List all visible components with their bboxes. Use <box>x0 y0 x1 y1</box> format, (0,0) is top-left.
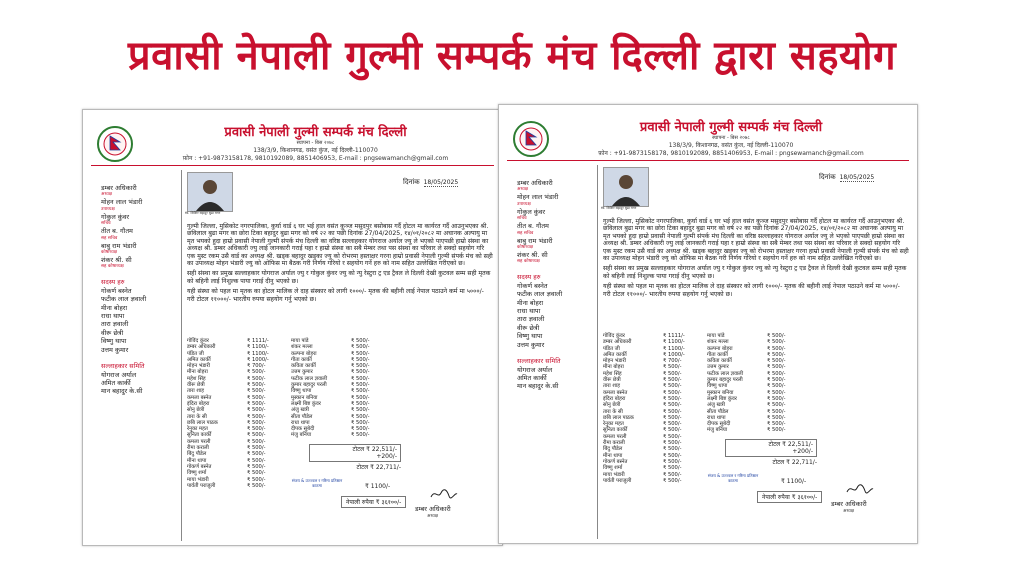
donor-column-2 <box>291 338 395 439</box>
donor-name: महेश सिंह <box>603 370 622 377</box>
member-role: उपाध्यक्ष <box>517 201 531 207</box>
section-member: मीना बोहरा <box>517 298 544 307</box>
donor-amount: ₹ 500/- <box>767 414 786 421</box>
donor-amount: ₹ 500/- <box>663 370 682 377</box>
donor-name: विष्णु शर्मा <box>187 470 207 477</box>
donor-name: सुनिता कार्की <box>187 432 212 439</box>
section-member: उत्तम कुमार <box>517 340 545 349</box>
donor-name: वीरू छेत्री <box>187 382 205 389</box>
org-logo-icon <box>97 126 133 162</box>
donor-amount: ₹ 500/- <box>351 363 370 370</box>
donor-name: इंदिरा बोहरा <box>603 395 626 402</box>
addition: +200/- <box>792 448 813 455</box>
advisors-label: सल्लाहकार समिति <box>517 357 561 366</box>
donor-name: गोविंद कुंवर <box>603 333 625 339</box>
members-section-label: सदस्य हरु <box>101 278 125 287</box>
signature-mark <box>429 488 459 500</box>
donor-amount: ₹ 500/- <box>663 402 682 409</box>
advisor-name: योगराज अर्याल <box>517 365 553 374</box>
donor-name: गोकर्ण बस्नेत <box>187 463 212 470</box>
org-logo-icon <box>513 121 549 157</box>
donor-name: विष्णु शर्मा <box>603 465 623 472</box>
donor-name: माया पांडे <box>707 333 725 339</box>
header-rule <box>91 165 494 166</box>
address-line: 138/3/9, किशानगढ, वसंत कुंज, नई दिल्ली-110070 <box>668 142 794 149</box>
donor-amount: ₹ 500/- <box>767 395 786 402</box>
misc-donor-amount: ₹ 1100/- <box>781 478 807 485</box>
donor-name: रेनुका महत <box>603 421 624 428</box>
donor-name: मीना थापा <box>187 457 207 464</box>
subtotal: टोटल ₹ 22,511/- <box>352 446 397 453</box>
donor-name: वीरू छेत्री <box>603 377 621 384</box>
donor-name: सुनिता कार्की <box>603 427 628 434</box>
donor-amount: ₹ 500/- <box>767 427 786 434</box>
donor-amount: ₹ 500/- <box>663 440 682 447</box>
member-name: मोहन लाल भंडारी <box>101 198 143 207</box>
donor-amount: ₹ 500/- <box>351 407 370 414</box>
body-paragraph: सही संस्था का प्रमुख सल्लाहकार योगराज अर्याल ज्यु र गोकुल कुंवर ज्यु को न्यु रेस्टुरा ट्र एड ट्रैवल ले दिल्ली देखी कुटवल सम्म सही मृतक को बहिनी लाई निशुल्क पाया गराई दीनु भएको छ। <box>187 270 491 285</box>
subtotal: टोटल ₹ 22,511/- <box>768 441 813 448</box>
contact-line: फ़ोन : +91-9873158178, 9810192089, 8851406953, E-mail : pngsewamanch@gmail.com <box>182 155 449 162</box>
donor-amount: ₹ 500/- <box>767 358 786 365</box>
donor-name: रेनुका महत <box>187 426 208 433</box>
date-field <box>819 173 874 182</box>
member-name: बाबु राम भंडारी <box>517 236 553 245</box>
donor-name: शंकर मल्ला <box>707 339 729 346</box>
member-role: सचिव <box>517 216 527 222</box>
donor-amount: ₹ 1100/- <box>663 345 685 352</box>
donor-name: अमित कार्की <box>603 351 627 358</box>
body-paragraph: सही संस्था का प्रमुख सल्लाहकार योगराज अर्याल ज्यु र गोकुल कुंवर ज्यु को न्यु रेस्टुरा ट्र एड ट्रैवल ले दिल्ली देखी कुटवल सम्म सही मृतक को बहिनी लाई निशुल्क पाया गराई दीनु भएको छ। <box>603 265 907 280</box>
donor-name: राधा थापा <box>291 419 310 426</box>
donor-name: गोकर्ण बस्नेत <box>603 458 628 465</box>
donor-amount: ₹ 500/- <box>351 344 370 351</box>
member-name: शंकर श्री. सी <box>517 251 548 260</box>
totals-box <box>309 444 401 462</box>
member-role: उपाध्यक्ष <box>101 206 115 212</box>
section-member: विष्णु थापा <box>101 337 127 346</box>
donor-name: मीना बोहरा <box>603 364 624 371</box>
donor-amount: ₹ 500/- <box>247 482 266 489</box>
donor-name: दीपक सुबेदी <box>707 421 731 428</box>
section-member: उत्तम कुमार <box>101 345 129 354</box>
donor-name: बिंदु पौडेल <box>603 446 623 453</box>
donor-name: मुस्कान बनिया <box>707 389 734 396</box>
donor-amount: ₹ 500/- <box>663 452 682 459</box>
members-section-label: सदस्य हरु <box>517 273 541 282</box>
donor-name: उत्तम कुमार <box>707 364 729 371</box>
donor-amount: ₹ 500/- <box>663 364 682 371</box>
member-name: बाबु राम भंडारी <box>101 241 137 250</box>
donor-amount: ₹ 500/- <box>663 383 682 390</box>
donor-amount: ₹ 1000/- <box>663 351 685 358</box>
donor-amount: ₹ 500/- <box>767 370 786 377</box>
section-member: वीरू छेत्री <box>517 323 540 332</box>
donor-name: कुमार बहादुर परली <box>707 377 743 384</box>
date-value: 18/05/2025 <box>423 179 459 186</box>
nepali-total: नेपाली रुपैया ₹ ३६१००/- <box>757 491 822 503</box>
donor-name: फटीक लाल ज्ञवाली <box>707 370 744 377</box>
donor-name: रीमा कराली <box>187 445 209 452</box>
donor-amount: ₹ 500/- <box>663 471 682 478</box>
section-member: वीरू छेत्री <box>101 328 124 337</box>
signatory-role: अध्यक्ष <box>427 514 438 519</box>
donor-name: सोनु छेत्री <box>603 402 621 409</box>
body-paragraph: गुल्मी जिल्ला, मुसिकोट नगरपालिका, कुर्घा वार्ड ६ घर भई हाल वसंत कुञ्ज मसुदपुर बसोबास गर्दै होटल मा कार्यरत गर्दै आउनुभएका श्री. छविलाल बुढा मगर का छोरा टिका बहादुर बुढा मगर को वर्ष २२ का पछी दिनांक 27/04/2025, १४/०१/२०८२ मा अचानक अल्पायु मा मृत भयको हुदा हाम्रो प्रवासी नेपाली गुल्मी संपर्क मंच दिल्ली का वरिष्ठ सल्लाहकार योगराज अर्याल ज्यु ले भएको पाएपछी हाम्रो संस्था का अध्यक्ष श्री. डम्बर अधिकारी ज्यु लाई जानकारी गराई यहा र हाम्रो संस्था का सबै मेम्बर तथा पस संस्था का परिवार ले सक्दो सहयोग गरि एक मुस्ट रकम उसै वार्ड का अध्यक्ष श्री. खड्क बहादुर खड्का ज्यु को रोभरमा हस्ताक्षर गरना हाम्रो प्रवासी नेपाली गुल्मी संपर्क मंच को सही का उपाध्यक्ष मोहन भंडारी ज्यु को ओफिस मा बैठक गरी निर्णय गरियो र सहयोग गर्ने हरु को नाम सहित उल्लेखित गरीएको छ। <box>603 218 909 263</box>
donor-amount: ₹ 500/- <box>767 421 786 428</box>
donor-amount: ₹ 500/- <box>663 477 682 484</box>
donor-amount: ₹ 500/- <box>351 375 370 382</box>
misc-donor-label: संजय & उज्ज्वल र गरिमा प्रतिष्ठान काठमा <box>707 473 759 483</box>
donor-row <box>187 483 291 489</box>
member-role: कोषाध्यक्ष <box>101 250 117 256</box>
donor-amount: ₹ 500/- <box>247 457 266 464</box>
donor-name: मीना बोहरा <box>187 369 208 376</box>
header-rule <box>507 160 909 161</box>
donor-name: पार्वती पराजुली <box>603 477 632 484</box>
donor-name: मोहन भंडारी <box>187 363 210 370</box>
advisor-name: अमित कार्की <box>101 378 131 387</box>
body-paragraph: यही संस्था को पहल मा मृतक का होटल मालिक ले दाह संस्कार को लागी १०००/- मृतक की बहीनी लाई नेपाल पठाउने कर्म मा ५०००/- गरी टोटल ११०००/- भारतीय रुपया सहयोग गर्नु भएको छ। <box>603 283 900 298</box>
donor-name: तारा शाह <box>603 383 621 390</box>
donor-name: डम्बर अधिकारी <box>603 339 632 346</box>
donor-amount: ₹ 500/- <box>351 350 370 357</box>
donor-name: मुस्कान बनिया <box>291 394 318 401</box>
donor-name: उत्तम कुमार <box>291 369 313 376</box>
donor-amount: ₹ 500/- <box>351 400 370 407</box>
donor-amount: ₹ 500/- <box>663 427 682 434</box>
section-member: तारा ज्ञवाली <box>101 320 129 329</box>
donor-amount: ₹ 500/- <box>247 419 266 426</box>
donor-amount: ₹ 1000/- <box>247 356 269 363</box>
donor-amount: ₹ 500/- <box>663 377 682 384</box>
donor-amount: ₹ 1100/- <box>247 350 269 357</box>
date-field <box>403 178 458 187</box>
donor-amount: ₹ 500/- <box>247 426 266 433</box>
donor-amount: ₹ 500/- <box>247 476 266 483</box>
page-headline: प्रवासी नेपाली गुल्मी सम्पर्क मंच दिल्ली द्वारा सहयोग <box>127 33 897 79</box>
donor-name: गोविंद कुंवर <box>187 338 209 344</box>
donor-row <box>603 478 707 484</box>
donor-name: माया पांडे <box>291 338 309 344</box>
section-member: राधा थापा <box>517 307 541 316</box>
section-member: फटीक लाल ज्ञवाली <box>517 290 563 299</box>
section-member: फटीक लाल ज्ञवाली <box>101 295 147 304</box>
donor-amount: ₹ 500/- <box>351 419 370 426</box>
contact-line: फ़ोन : +91-9873158178, 9810192089, 8851406953, E-mail : pngsewamanch@gmail.com <box>598 150 864 157</box>
member-role: सह सचिव <box>517 230 534 236</box>
signatory-name: डम्बर अधिकारी <box>831 500 867 508</box>
donor-amount: ₹ 500/- <box>767 345 786 352</box>
donor-amount: ₹ 500/- <box>663 395 682 402</box>
committee-sidebar <box>517 179 595 391</box>
member-name: तीत ब. गौतम <box>517 222 549 231</box>
letter-copy-right <box>498 104 918 544</box>
member-name: गोकुल कुंवर <box>101 212 130 221</box>
donor-name: अंजु खत्री <box>291 407 309 414</box>
donor-amount: ₹ 500/- <box>663 458 682 465</box>
misc-donor-amount: ₹ 1100/- <box>365 483 391 490</box>
member-name: मोहन लाल भंडारी <box>517 193 559 202</box>
donor-name: अमित कार्की <box>187 356 211 363</box>
donor-name: मंजु बनिया <box>291 432 312 439</box>
member-name: डम्बर अधिकारी <box>517 179 553 187</box>
member-name: शंकर श्री. सी <box>101 256 132 265</box>
donor-amount: ₹ 500/- <box>247 438 266 445</box>
established-line: स्थापना - बिस २०७८ <box>296 140 335 146</box>
donor-name: रीमा कराली <box>603 440 625 447</box>
donor-amount: ₹ 500/- <box>351 369 370 376</box>
established-line: स्थापना - बिस २०७८ <box>712 135 750 141</box>
donor-amount: ₹ 500/- <box>767 402 786 409</box>
donor-amount: ₹ 1111/- <box>247 338 269 344</box>
donor-name: लक्ष्मी बिष्ट कुंवर <box>291 400 321 407</box>
donor-name: गीता कार्की <box>707 351 728 358</box>
signature-mark <box>845 483 875 495</box>
donor-amount: ₹ 500/- <box>247 463 266 470</box>
date-label: दिनांक <box>819 173 836 181</box>
donor-name: कमला परली <box>187 438 211 445</box>
donor-name: माया भंडारी <box>187 476 209 483</box>
donor-name: कविता कार्की <box>707 358 732 365</box>
donor-amount: ₹ 500/- <box>767 339 786 346</box>
donor-amount: ₹ 1111/- <box>663 333 685 339</box>
advisors-label: सल्लाहकार समिति <box>101 362 145 371</box>
donor-amount: ₹ 500/- <box>247 407 266 414</box>
donor-amount: ₹ 500/- <box>351 426 370 433</box>
donor-amount: ₹ 500/- <box>351 432 370 439</box>
date-value: 18/05/2025 <box>839 174 875 181</box>
donor-amount: ₹ 500/- <box>767 351 786 358</box>
section-member: गोकर्ण बस्नेत <box>517 281 548 290</box>
member-role: कोषाध्यक्ष <box>517 245 533 251</box>
donor-amount: ₹ 500/- <box>247 432 266 439</box>
misc-donor-label: संजय & उज्ज्वल र गरिमा प्रतिष्ठान काठमा <box>291 478 343 488</box>
donor-amount: ₹ 500/- <box>767 408 786 415</box>
address-line: 138/3/9, किशानगढ, वसंत कुंज, नई दिल्ली-110070 <box>253 147 378 154</box>
member-role: अध्यक्ष <box>101 192 112 198</box>
donor-name: तारा के सी <box>603 408 623 415</box>
deceased-photo <box>603 167 649 207</box>
donor-name: मीना थापा <box>603 452 623 459</box>
donor-amount: ₹ 500/- <box>247 400 266 407</box>
donor-amount: ₹ 700/- <box>663 358 682 365</box>
member-role: सह सचिव <box>101 235 118 241</box>
advisor-name: मान बहादुर के.सी <box>101 387 143 396</box>
donor-name: इंदिरा बोहरा <box>187 400 210 407</box>
donor-amount: ₹ 500/- <box>351 413 370 420</box>
letter-body <box>187 223 493 306</box>
signatory-role: अध्यक्ष <box>843 509 854 514</box>
donor-amount: ₹ 500/- <box>247 470 266 477</box>
donor-row <box>707 427 811 433</box>
donor-name: कल्पना बोहरा <box>707 345 733 352</box>
photo-caption: स्व. शिशिर बहादुर बुढा मगर <box>185 211 221 215</box>
grand-total: टोटल ₹ 22,711/- <box>772 459 817 466</box>
donor-amount: ₹ 500/- <box>351 388 370 395</box>
body-paragraph: यही संस्था को पहल मा मृतक का होटल मालिक ले दाह संस्कार को लागी १०००/- मृतक की बहीनी लाई नेपाल पठाउने कर्म मा ५०००/- गरी टोटल ११०००/- भारतीय रुपया सहयोग गर्नु भएको छ। <box>187 288 484 303</box>
donor-name: छबि लाल पाठक <box>187 419 218 426</box>
advisor-name: मान बहादुर के.सी <box>517 382 559 391</box>
donor-row <box>291 432 395 438</box>
donor-amount: ₹ 500/- <box>767 377 786 384</box>
member-role: सचिव <box>101 221 111 227</box>
donor-name: महेश सिंह <box>187 375 206 382</box>
section-member: विष्णु थापा <box>517 332 543 341</box>
donor-column-1 <box>603 333 707 484</box>
totals-box <box>725 439 817 457</box>
donor-name: कुमार बहादुर परली <box>291 382 327 389</box>
totals-block <box>309 444 401 471</box>
section-member: तारा ज्ञवाली <box>517 315 545 324</box>
sidebar-divider <box>181 170 182 541</box>
donor-amount: ₹ 500/- <box>247 382 266 389</box>
donor-amount: ₹ 500/- <box>351 394 370 401</box>
donor-name: कमला बस्नेत <box>187 394 212 401</box>
donor-name: राधा थापा <box>707 414 726 421</box>
member-name: गोकुल कुंवर <box>517 207 546 216</box>
donor-amount: ₹ 500/- <box>351 356 370 363</box>
donor-name: मंजु बनिया <box>707 427 728 434</box>
donor-name: विष्णु थापा <box>291 388 312 395</box>
donor-name: डम्बर अधिकारी <box>187 344 216 351</box>
donor-amount: ₹ 500/- <box>663 446 682 453</box>
donor-name: बिंदु पौडेल <box>187 451 207 458</box>
donor-name: पार्वती पराजुली <box>187 482 216 489</box>
donor-name: पंडित जी <box>187 350 204 357</box>
advisor-name: योगराज अर्याल <box>101 370 137 379</box>
donor-name: कल्पना बोहरा <box>291 350 317 357</box>
addition: +200/- <box>376 453 397 460</box>
member-role: अध्यक्ष <box>517 187 528 193</box>
donor-name: अंजु खत्री <box>707 402 725 409</box>
donor-amount: ₹ 500/- <box>247 445 266 452</box>
donor-name: छबि लाल पाठक <box>603 414 634 421</box>
donor-name: विष्णु थापा <box>707 383 728 390</box>
donor-name: मोहन भंडारी <box>603 358 626 365</box>
donor-name: तारा के सी <box>187 413 207 420</box>
advisor-name: अमित कार्की <box>517 373 547 382</box>
donor-amount: ₹ 500/- <box>767 389 786 396</box>
donor-amount: ₹ 500/- <box>247 369 266 376</box>
donor-name: तारा शाह <box>187 388 205 395</box>
donor-column-1 <box>187 338 291 489</box>
sidebar-divider <box>597 165 598 539</box>
donor-amount: ₹ 500/- <box>247 394 266 401</box>
donor-name: लक्ष्मी बिष्ट कुंवर <box>707 395 737 402</box>
deceased-photo <box>187 172 233 212</box>
donor-name: सीता पौडेल <box>291 413 313 420</box>
donor-column-2 <box>707 333 811 434</box>
donor-name: फटीक लाल ज्ञवाली <box>291 375 328 382</box>
donor-amount: ₹ 500/- <box>351 382 370 389</box>
nepali-total: नेपाली रुपैया ₹ ३६१००/- <box>341 496 406 508</box>
grand-total: टोटल ₹ 22,711/- <box>356 464 401 471</box>
donor-amount: ₹ 500/- <box>663 389 682 396</box>
donor-name: कमला परली <box>603 433 627 440</box>
donor-amount: ₹ 500/- <box>663 433 682 440</box>
donor-amount: ₹ 1100/- <box>247 344 269 351</box>
donor-amount: ₹ 500/- <box>247 375 266 382</box>
donor-name: दीपक सुबेदी <box>291 426 315 433</box>
member-name: तीत ब. गौतम <box>101 227 133 236</box>
donor-amount: ₹ 700/- <box>247 363 266 370</box>
donor-amount: ₹ 500/- <box>663 421 682 428</box>
member-role: सह कोषाध्यक्ष <box>517 259 540 265</box>
member-role: सह कोषाध्यक्ष <box>101 264 124 270</box>
donor-name: शंकर मल्ला <box>291 344 313 351</box>
donor-amount: ₹ 500/- <box>247 451 266 458</box>
date-label: दिनांक <box>403 178 420 186</box>
org-name: प्रवासी नेपाली गुल्मी सम्पर्क मंच दिल्ली <box>224 125 407 140</box>
section-member: मीना बोहरा <box>101 303 128 312</box>
donor-name: कविता कार्की <box>291 363 316 370</box>
photo-caption: स्व. शिशिर बहादुर बुढा मगर <box>601 206 637 210</box>
section-member: गोकर्ण बस्नेत <box>101 286 132 295</box>
signatory-name: डम्बर अधिकारी <box>415 505 451 513</box>
member-name: डम्बर अधिकारी <box>101 184 137 192</box>
section-member: राधा थापा <box>101 312 125 321</box>
donor-amount: ₹ 500/- <box>663 465 682 472</box>
donor-amount: ₹ 500/- <box>247 413 266 420</box>
committee-sidebar <box>101 184 179 396</box>
donor-name: पंडित जी <box>603 345 620 352</box>
totals-block <box>725 439 817 466</box>
donor-amount: ₹ 500/- <box>351 338 370 344</box>
donor-name: गीता कार्की <box>291 356 312 363</box>
letter-copy-left <box>82 109 503 546</box>
donor-name: माया भंडारी <box>603 471 625 478</box>
donor-amount: ₹ 500/- <box>663 414 682 421</box>
donor-amount: ₹ 500/- <box>767 333 786 339</box>
donor-amount: ₹ 500/- <box>767 383 786 390</box>
donor-amount: ₹ 500/- <box>767 364 786 371</box>
org-name: प्रवासी नेपाली गुल्मी सम्पर्क मंच दिल्ली <box>639 120 823 135</box>
donor-name: सीता पौडेल <box>707 408 729 415</box>
donor-amount: ₹ 500/- <box>663 408 682 415</box>
body-paragraph: गुल्मी जिल्ला, मुसिकोट नगरपालिका, कुर्घा वार्ड ६ घर भई हाल वसंत कुञ्ज मसुदपुर बसोबास गर्दै होटल मा कार्यरत गर्दै आउनुभएका श्री. छविलाल बुढा मगर का छोरा टिका बहादुर बुढा मगर को वर्ष २२ का पछी दिनांक 27/04/2025, १४/०१/२०८२ मा अचानक अल्पायु मा मृत भयको हुदा हाम्रो प्रवासी नेपाली गुल्मी संपर्क मंच दिल्ली का वरिष्ठ सल्लाहकार योगराज अर्याल ज्यु ले भएको पाएपछी हाम्रो संस्था का अध्यक्ष श्री. डम्बर अधिकारी ज्यु लाई जानकारी गराई यहा र हाम्रो संस्था का सबै मेम्बर तथा पस संस्था का परिवार ले सक्दो सहयोग गरि एक मुस्ट रकम उसै वार्ड का अध्यक्ष श्री. खड्क बहादुर खड्का ज्यु को रोभरमा हस्ताक्षर गरना हाम्रो प्रवासी नेपाली गुल्मी संपर्क मंच को सही का उपाध्यक्ष मोहन भंडारी ज्यु को ओफिस मा बैठक गरी निर्णय गरियो र सहयोग गर्ने हरु को नाम सहित उल्लेखित गरीएको छ। <box>187 223 493 268</box>
letter-body <box>603 218 909 301</box>
donor-name: कमला बस्नेत <box>603 389 628 396</box>
donor-name: सोनु छेत्री <box>187 407 205 414</box>
donor-amount: ₹ 500/- <box>247 388 266 395</box>
donor-amount: ₹ 1100/- <box>663 339 685 346</box>
